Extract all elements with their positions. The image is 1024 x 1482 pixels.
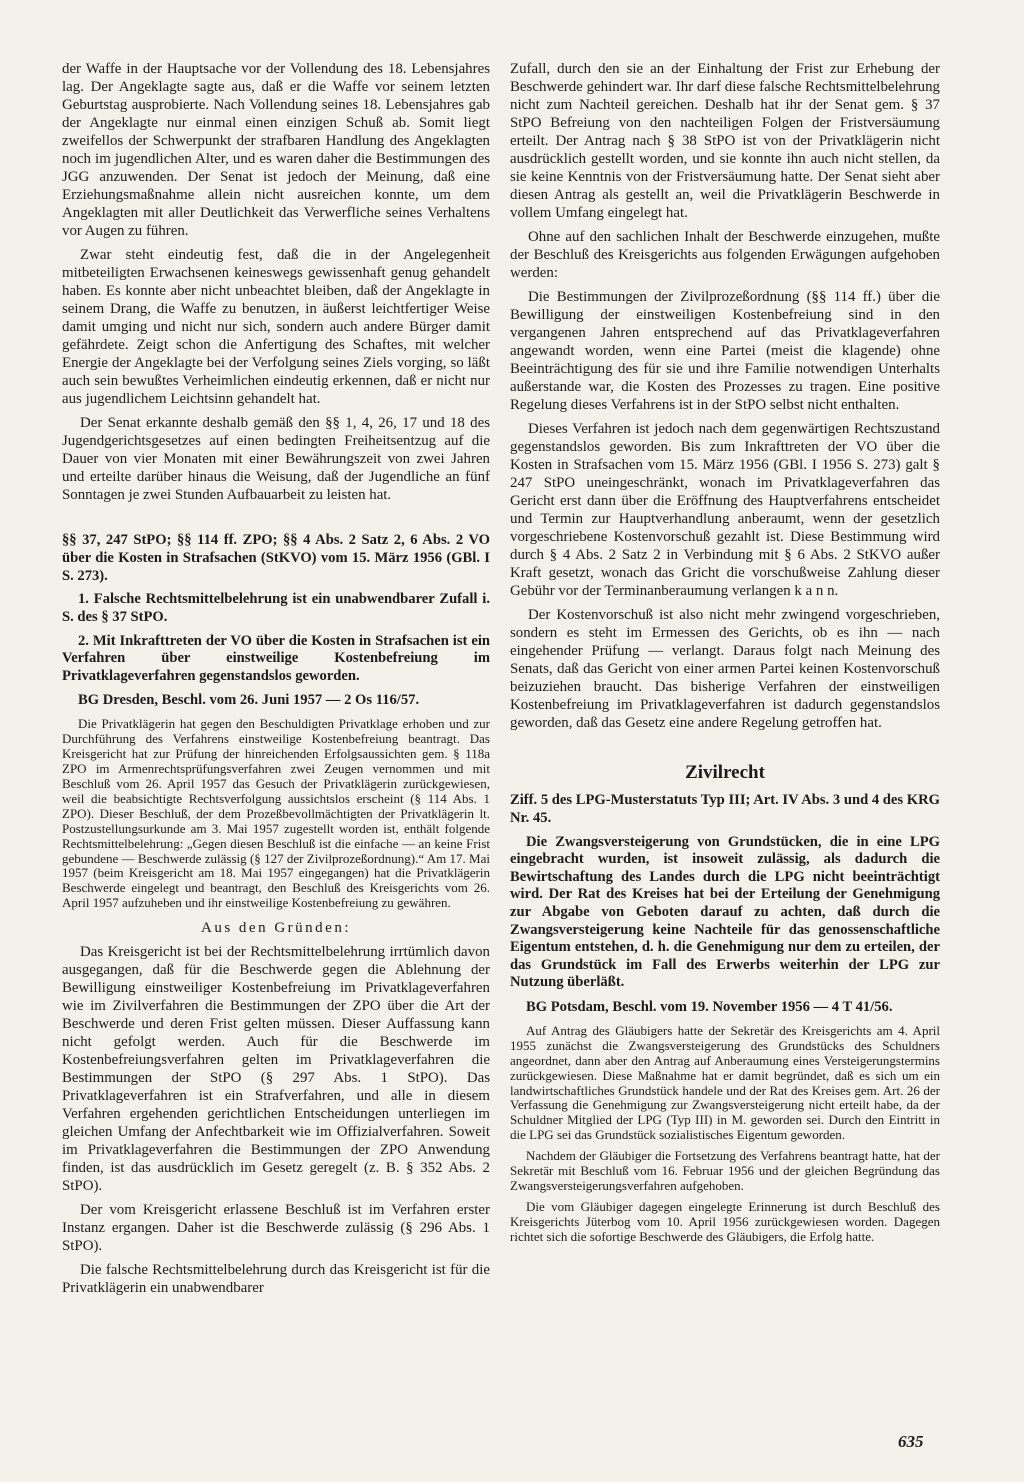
spacer	[62, 510, 490, 532]
norm-citation: §§ 37, 247 StPO; §§ 114 ff. ZPO; §§ 4 Abs. 2 Satz 2, 6 Abs. 2 VO über die Kosten in Strafsachen (StKVO) vom 15. März 1956 (GBl. I S. 273).	[62, 532, 490, 584]
paragraph: Das Kreisgericht ist bei der Rechtsmittelbelehrung irrtümlich davon ausgegangen, daß für die Beschwerde gegen die Ablehnung der Bewilligung einstweiliger Kostenbefreiung im Privatklageverfahren wie im Zivilverfahren die Bestimmungen der ZPO über die Art der Beschwerde und deren Frist gelten müssen. Dieser Auffassung kann nicht gefolgt werden. Auch für die Beschwerde im Kostenbefreiungsverfahren gelten im Privatklageverfahren die Bestimmungen der StPO (§ 297 Abs. 1 StPO). Das Privatklageverfahren ist ein Strafverfahren, und alle in diesem Verfahren ergehenden gerichtlichen Entscheidungen unterliegen im gleichen Umfang der Anfechtbarkeit wie im Offizialverfahren. Soweit im Privatklageverfahren die Bestimmungen der ZPO Anwendung finden, ist das ausdrücklich im Gesetz geregelt (z. B. § 352 Abs. 2 StPO).	[62, 944, 490, 1195]
court-citation: BG Potsdam, Beschl. vom 19. November 1956 — 4 T 41/56.	[526, 998, 893, 1015]
page-number: 635	[898, 1432, 924, 1451]
paragraph: Die falsche Rechtsmittelbelehrung durch das Kreisgericht ist für die Privatklägerin ein unabwendbarer	[62, 1262, 490, 1297]
right-column	[510, 60, 940, 1251]
court-citation: BG Dresden, Beschl. vom 26. Juni 1957 — 2 Os 116/57.	[78, 692, 420, 709]
paragraph: Dieses Verfahren ist jedoch nach dem gegenwärtigen Rechtszustand gegenstandslos geworden. Bis zum Inkrafttreten der VO über die Kosten in Strafsachen vom 15. März 1956 (GBl. I 1956 S. 273) galt § 247 StPO uneingeschränkt, wonach im Privatklageverfahren das Gericht erst dann über die Eröffnung des Hauptverfahrens entscheidet und Termin zur Hauptverhandlung anberaumt, wenn der gesetzlich vorgeschriebene Kostenvorschuß gezahlt ist. Diese Bestimmung wird durch § 4 Abs. 2 Satz 2 in Verbindung mit § 6 Abs. 2 StKVO außer Kraft gesetzt, wonach das Gricht die vorschußweise Zahlung dieser Gebühr vor der Terminanberaumung verlangen k a n n.	[510, 421, 940, 599]
paragraph: Der vom Kreisgericht erlassene Beschluß ist im Verfahren erster Instanz ergangen. Daher ist die Beschwerde zulässig (§ 296 Abs. 1 StPO).	[62, 1202, 490, 1255]
facts-paragraph: Nachdem der Gläubiger die Fortsetzung des Verfahrens beantragt hatte, hat der Sekretär mit Beschluß vom 16. Februar 1956 und der gleichen Begründung das Zwangsversteigerungsverfahren aufgehoben.	[510, 1148, 940, 1193]
subheading: Aus den Gründen:	[201, 920, 351, 937]
norm-citation: Ziff. 5 des LPG-Musterstatuts Typ III; Art. IV Abs. 3 und 4 des KRG Nr. 45.	[510, 792, 940, 826]
paragraph: Ohne auf den sachlichen Inhalt der Beschwerde einzugehen, mußte der Beschluß des Kreisgerichts aus folgenden Erwägungen aufgehoben werden:	[510, 229, 940, 281]
left-column	[62, 60, 490, 1303]
paragraph: Die Bestimmungen der Zivilprozeßordnung (§§ 114 ff.) über die Bewilligung der einstweiligen Kostenbefreiung sind in den vergangenen Jahren entsprechend auf das Privatklageverfahren angewandt worden, wenn eine Partei (meist die klagende) ohne Beeinträchtigung des für sie und ihre Familie notwendigen Unterhalts außerstande war, die Kosten des Prozesses zu tragen. Eine positive Regelung dieses Verfahrens ist in der StPO selbst nicht enthalten.	[510, 289, 940, 413]
paragraph: Zwar steht eindeutig fest, daß die in der Angelegenheit mitbeteiligten Erwachsenen keineswegs gewissenhaft genug gehandelt haben. Es konnte aber nicht unbeachtet bleiben, daß der Angeklagte in seinem Drang, die Waffe zu benutzen, in äußerst leichtfertiger Weise damit umging und nicht nur sich, sondern auch andere Bürger damit gefährdete. Zeigt schon die Anfertigung des Schaftes, mit welcher Energie der Angeklagte bei der Verfolgung seines Ziels vorging, so läßt auch sein bewußtes Verheimlichen eindeutig erkennen, daß er nicht nur aus jugendlichem Leichtsinn gehandelt hat.	[62, 247, 490, 407]
headnote-2: 2. Mit Inkrafttreten der VO über die Kosten in Strafsachen ist ein Verfahren über einstweilige Kostenbefreiung im Privatklageverfahren gegenstandslos geworden.	[62, 632, 490, 684]
facts-paragraph: Die vom Gläubiger dagegen eingelegte Erinnerung ist durch Beschluß des Kreisgerichts Jüterbog vom 10. April 1956 zurückgewiesen worden. Dagegen richtet sich die sofortige Beschwerde des Gläubigers, die Erfolg hatte.	[510, 1198, 940, 1244]
paragraph: der Waffe in der Hauptsache vor der Vollendung des 18. Lebensjahres lag. Der Angeklagte sagte aus, daß er die Waffe vor seinem letzten Geburtstag ausprobierte. Nach Vollendung seines 18. Lebensjahres gab der Angeklagte nur einmal einen einzigen Schuß ab. Somit liegt zweifellos der Schwerpunkt der strafbaren Handlung des Angeklagten noch im jugendlichen Alter, und es waren daher die Bestimmungen des JGG anzuwenden. Der Senat ist jedoch der Meinung, daß eine Erziehungsmaßnahme allein nicht ausreichen konnte, um dem Angeklagten mit aller Deutlichkeit das Verwerfliche seines Verhaltens vor Augen zu führen.	[62, 61, 490, 239]
spacer	[510, 738, 940, 750]
section-title: Zivilrecht	[685, 762, 765, 783]
paragraph: Zufall, durch den sie an der Einhaltung der Frist zur Erhebung der Beschwerde gehindert war. Ihr darf diese falsche Rechtsmittelbelehrung nicht zum Nachteil gereichen. Deshalb hat ihr der Senat gem. § 37 StPO Befreiung von den nachteiligen Folgen der Fristversäumung erteilt. Der Antrag nach § 38 StPO ist von der Privatklägerin nicht ausdrücklich gestellt worden, und sie konnte ihn auch nicht stellen, da sie keine Kenntnis von der Fristversäumung hatte. Der Senat sieht aber diesen Antrag als gestellt an, weil die Privatklägerin Beschwerde in vollem Umfang eingelegt hat.	[510, 61, 940, 221]
facts-paragraph: Die Privatklägerin hat gegen den Beschuldigten Privatklage erhoben und zur Durchführung des Verfahrens einstweilige Kostenbefreiung beantragt. Das Kreisgericht hat zur Prüfung der hinreichenden Erfolgsaussichten gem. § 118a ZPO im Armenrechtsprüfungsverfahren zwei Zeugen vernommen und mit Beschluß vom 26. April 1957 das Gesuch der Privatklägerin zurückgewiesen, weil die beabsichtigte Rechtsverfolgung aussichtslos erscheint (§ 114 Abs. 1 ZPO). Dieser Beschluß, der dem Prozeßbevollmächtigten der Privatklägerin lt. Postzustellungsurkunde am 3. Mai 1957 zugestellt worden ist, enthält folgende Rechtsmittelbelehrung: „Gegen diesen Beschluß ist die einfache — an keine Frist gebundene — Beschwerde zulässig (§ 127 der Zivilprozeßordnung).“ Am 17. Mai 1957 (beim Kreisgericht am 18. Mai 1957 eingegangen) hat die Privatklägerin Beschwerde eingelegt und beantragt, den Beschluß des Kreisgerichts vom 26. April 1957 aufzuheben und ihr einstweilige Kostenbefreiung zu gewähren.	[62, 716, 490, 911]
headnote-1: 1. Falsche Rechtsmittelbelehrung ist ein unabwendbarer Zufall i. S. des § 37 StPO.	[62, 591, 490, 625]
paragraph: Der Kostenvorschuß ist also nicht mehr zwingend vorgeschrieben, sondern es steht im Ermessen des Gerichts, ob es ihn — nach eingehender Prüfung — verlangt. Daraus folgt nach Meinung des Senats, daß das Gericht von einer armen Partei keinen Kostenvorschuß beizuziehen braucht. Das bisherige Verfahren der einstweiligen Kostenbefreiung im Privatklageverfahren ist dadurch gegenstandslos geworden, daß das Gesetz eine andere Regelung getroffen hat.	[510, 607, 940, 731]
headnote: Die Zwangsversteigerung von Grundstücken, die in eine LPG eingebracht wurden, ist insoweit zulässig, als dadurch die Bewirtschaftung des Landes durch die LPG nicht beeinträchtigt wird. Der Rat des Kreises hat bei der Erteilung der Genehmigung zur Abgabe von Geboten darauf zu achten, daß durch die Zwangsversteigerung keine Nachteile für das genossenschaftliche Eigentum entstehen, d. h. die Genehmigung nur dem zu erteilen, der das Grundstück im Fall des Erwerbs weiterhin der LPG zur Nutzung überläßt.	[510, 833, 940, 991]
facts-paragraph: Auf Antrag des Gläubigers hatte der Sekretär des Kreisgerichts am 4. April 1955 zunächst die Zwangsversteigerung des Grundstücks des Schuldners angeordnet, dann aber den Antrag auf Anberaumung eines Versteigerungstermins zurückgewiesen. Diese Maßnahme hat er damit begründet, daß es sich um ein landwirtschaftliches Grundstück handele und der Rat des Kreises gem. Art. 26 der Verfassung die Genehmigung zur Zwangsversteigerung nicht erteilt habe, da der Schuldner Mitglied der LPG (Typ III) in M. geworden sei. Durch den Eintritt in die LPG sei das Grundstück sozialistisches Eigentum geworden.	[510, 1022, 940, 1143]
paragraph: Der Senat erkannte deshalb gemäß den §§ 1, 4, 26, 17 und 18 des Jugendgerichtsgesetzes auf einen bedingten Freiheitsentzug auf die Dauer von vier Monaten mit einer Bewährungszeit von zwei Jahren und erteilte darüber hinaus die Weisung, daß der Jugendliche an fünf Sonntagen je zwei Stunden Aufbauarbeit zu leisten hat.	[62, 415, 490, 503]
